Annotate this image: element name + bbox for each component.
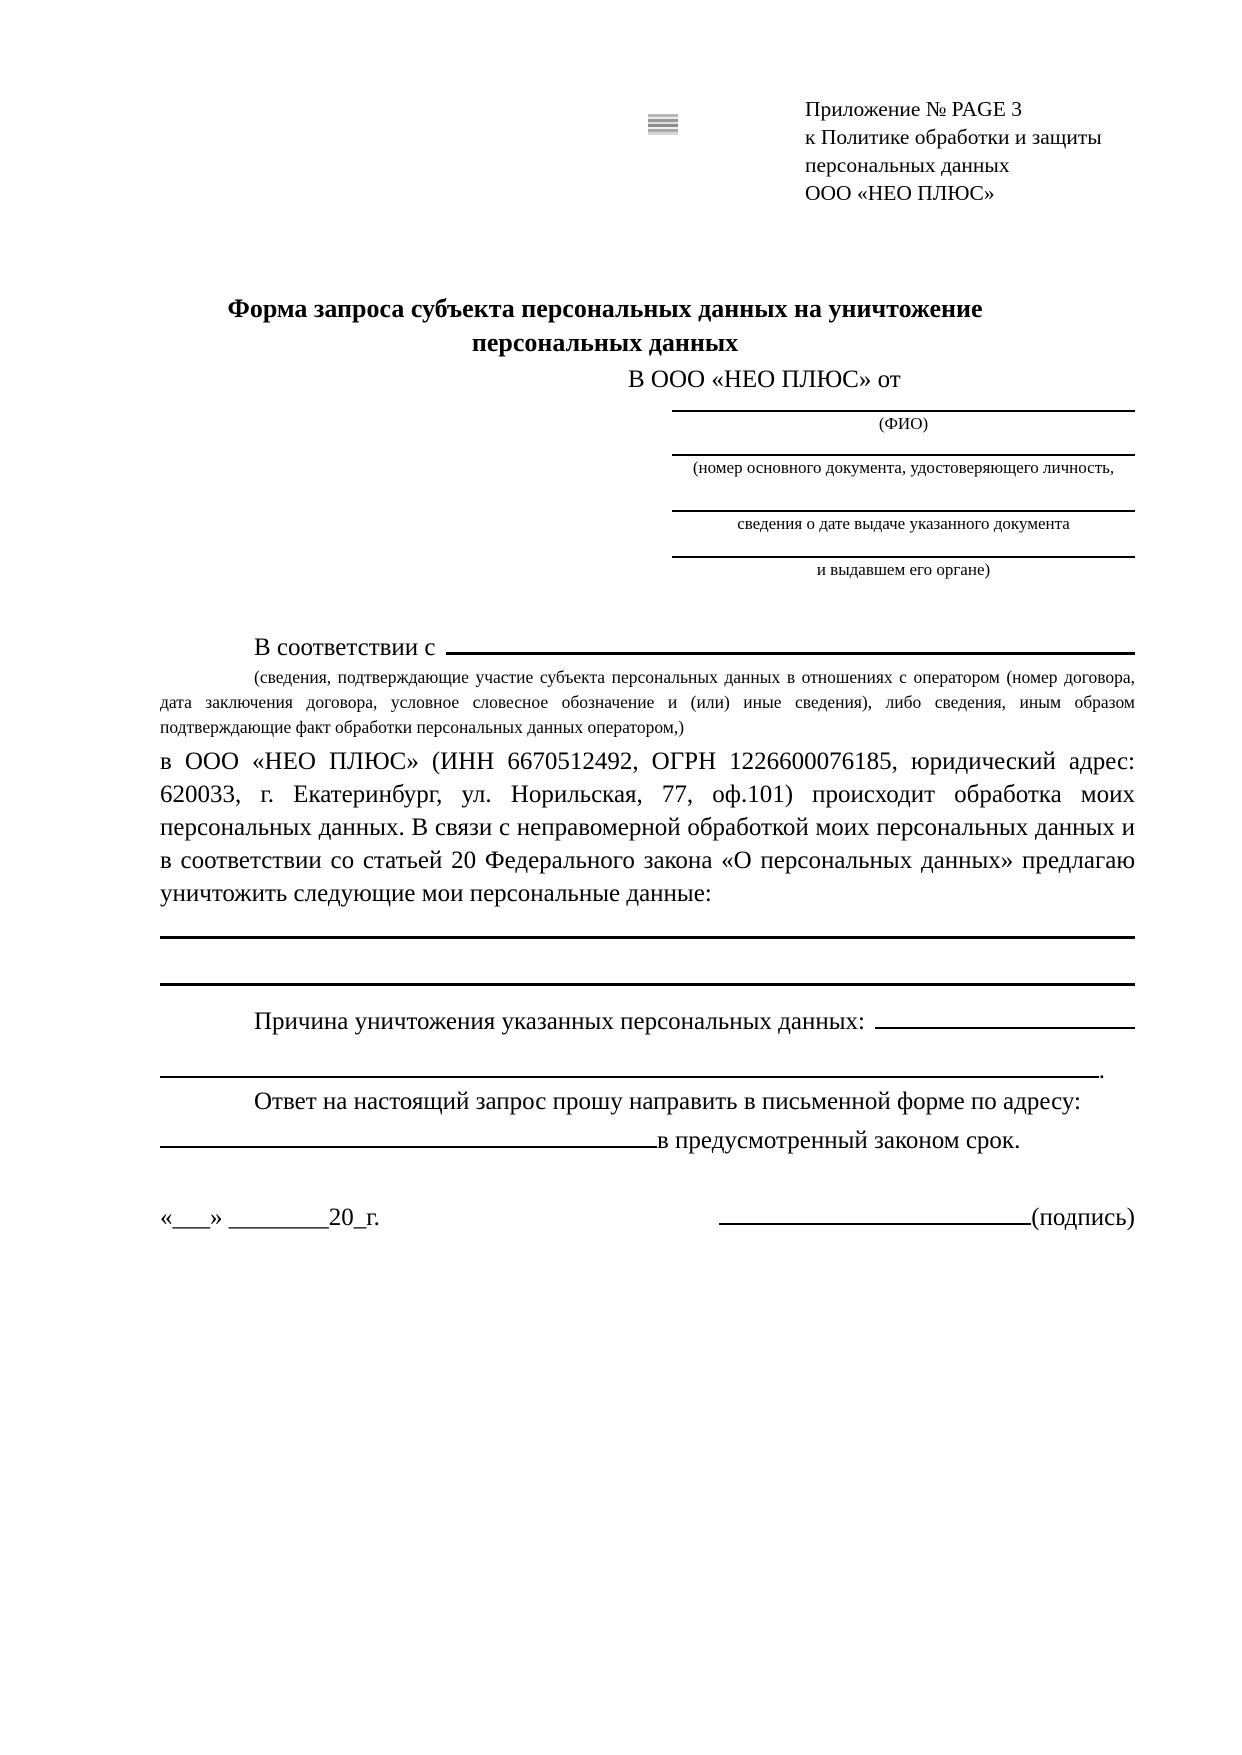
company-name: ООО «НЕО ПЛЮС» — [805, 180, 995, 205]
response-line: Ответ на настоящий запрос прошу направить в письменной форме по адресу: — [254, 1087, 1081, 1115]
signature-caption: (подпись) — [1031, 1204, 1135, 1232]
doc-issuer-caption: и выдавшем его органе) — [816, 559, 991, 579]
accordance-row — [160, 626, 1135, 662]
signature-block — [719, 1197, 1135, 1232]
reason-blank-line-2 — [160, 1050, 1099, 1078]
form-title-line2: персональных данных — [471, 327, 739, 357]
appendix-note — [805, 96, 1135, 208]
reason-blank-line — [875, 1000, 1135, 1028]
reason-row — [160, 1000, 1135, 1035]
personal-data-blank-line-2 — [160, 983, 1135, 986]
addressee-line: В ООО «НЕО ПЛЮС» от — [628, 365, 901, 393]
doc-number-caption: (номер основного документа, удостоверяющего личность, — [692, 457, 1115, 477]
signature-row — [160, 1197, 1135, 1232]
doc-date-caption: сведения о дате выдаче указанного документа — [737, 513, 1070, 533]
doc-date-field — [672, 510, 1135, 534]
address-blank-line — [160, 1120, 657, 1148]
appendix-policy-line2: персональных данных — [805, 152, 1010, 177]
appendix-policy-line: к Политике обработки и защиты — [805, 124, 1102, 149]
accordance-note: (сведения, подтверждающие участие субъекта персональных данных в отношениях с оператором (номер договора, дата заключения договора, условное словесное обозначение и (или) иные сведения), либо сведения, иным образом подтверждающие факт обработки персональных данных оператором,) — [160, 666, 1135, 737]
period-mark: . — [1098, 1056, 1105, 1084]
body-paragraph: в ООО «НЕО ПЛЮС» (ИНН 6670512492, ОГРН 1226600076185, юридический адрес: 620033, г. Екатеринбург, ул. Норильская, 77, оф.101) происходит обработка моих персональных данных. В связи с неправомерной обработкой моих персональных данных и в соответствии со статьей 20 Федерального закона «О персональных данных» предлагаю уничтожить следующие мои персональные данные: — [160, 748, 1135, 908]
form-title-line1: Форма запроса субъекта персональных данных на уничтожение — [227, 294, 983, 323]
appendix-number-line: Приложение № PAGE 3 — [805, 97, 1022, 121]
reason-continuation-row — [160, 1050, 1105, 1085]
field-code-icon — [648, 114, 678, 135]
response-address-row — [160, 1120, 1135, 1155]
appendix-header — [160, 96, 1135, 212]
doc-issuer-field — [672, 556, 1135, 580]
fio-caption: (ФИО) — [878, 413, 929, 433]
applicant-fields — [672, 410, 1135, 580]
response-tail: в предусмотренный законом срок. — [657, 1127, 1021, 1155]
fio-field — [672, 410, 1135, 434]
reason-label: Причина уничтожения указанных персональных данных: — [254, 1007, 865, 1035]
doc-number-field — [672, 454, 1135, 478]
accordance-label: В соответствии с — [254, 633, 436, 661]
form-title — [160, 292, 1050, 360]
date-line: «___» ________20_г. — [160, 1204, 380, 1232]
signature-blank-line — [719, 1197, 1031, 1225]
personal-data-blank-line-1 — [160, 936, 1135, 939]
accordance-blank-line — [446, 626, 1135, 655]
